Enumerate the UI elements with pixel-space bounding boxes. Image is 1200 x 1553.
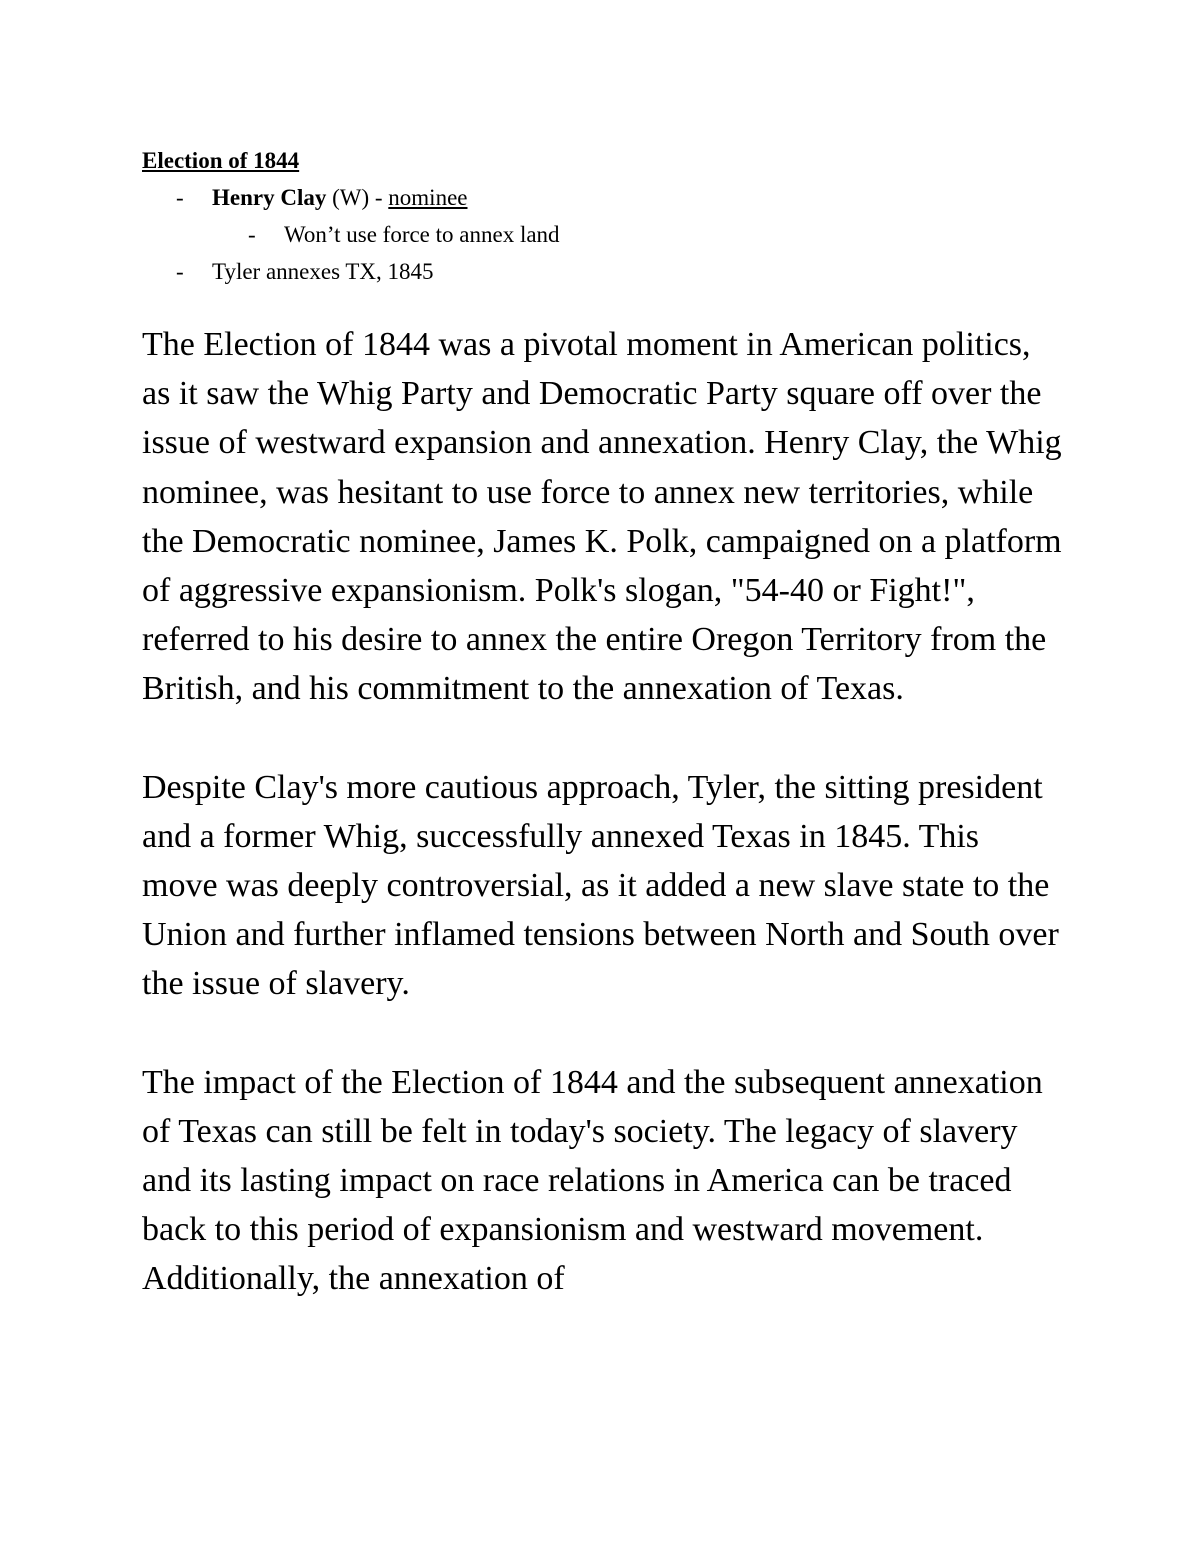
bullet-tyler xyxy=(142,253,1042,290)
bullet-text xyxy=(212,179,468,216)
essay-body xyxy=(142,320,1062,1304)
essay-paragraph: The impact of the Election of 1844 and the subsequent annexation of Texas can still be felt in today's society. The legacy of slavery and its lasting impact on race relations in America can be traced back to this period of expansionism and westward movement. Additionally, the annexation of xyxy=(142,1063,1043,1298)
essay-paragraph: Despite Clay's more cautious approach, Tyler, the sitting president and a former Whig, successfully annexed Texas in 1845. This move was deeply controversial, as it added a new slave state to the Union and further inflamed tensions between North and South over the issue of slavery. xyxy=(142,768,1059,1003)
notes-heading: Election of 1844 xyxy=(142,148,300,173)
candidate-party: (W) - xyxy=(326,185,389,210)
bullet-henry-clay xyxy=(142,179,1042,216)
bullet-force xyxy=(142,216,1042,253)
bullet-text: Tyler annexes TX, 1845 xyxy=(212,259,434,284)
outline-notes xyxy=(142,142,1042,290)
bullet-dash: - xyxy=(176,259,184,284)
essay-paragraph: The Election of 1844 was a pivotal moment in American politics, as it saw the Whig Party and Democratic Party square off over the issue of westward expansion and annexation. Henry Clay, the Whig nominee, was hesitant to use force to annex new territories, while the Democratic nominee, James K. Polk, campaigned on a platform of aggressive expansionism. Polk's slogan, "54-40 or Fight!", referred to his desire to annex the entire Oregon Territory from the British, and his commitment to the annexation of Texas. xyxy=(142,326,1062,708)
candidate-role: nominee xyxy=(388,185,468,210)
bullet-dash: - xyxy=(176,185,184,210)
candidate-name: Henry Clay xyxy=(212,185,327,210)
bullet-dash: - xyxy=(248,222,256,247)
bullet-text: Won’t use force to annex land xyxy=(284,222,560,247)
